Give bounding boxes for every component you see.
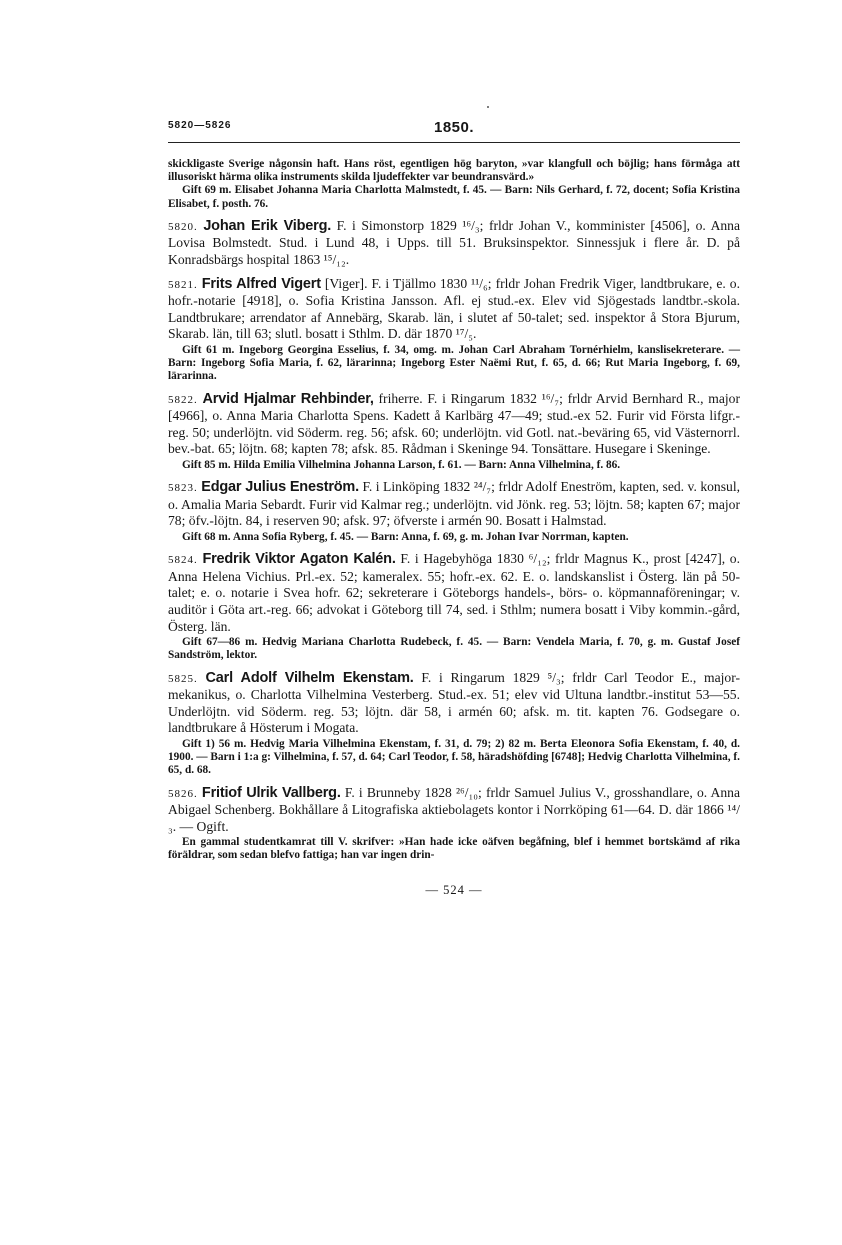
entry-gift: Gift 85 m. Hilda Emilia Vilhelmina Johanna Larson, f. 61. — Barn: Anna Vilhelmina, f. 86.: [182, 458, 621, 471]
entry-text: [Viger]. F. i Tjällmo 1830 ¹¹/₆; frldr Johan Fredrik Viger, landtbrukare, e. o. hofr.-notarie [4918], o. Sofia Kristina Jansson. Afl. ej stud.-ex. Elev vid Sjögestads landtbr.-skola. Landtbrukare; arrendator af Annebärg, Skarab. län, i slutet af 50-talet; sed. inspektor å Stora Bjurum, Skarab. län, till 63; slutl. bosatt i Sthlm. D. där 1870 ¹⁷/₅.: [168, 275, 740, 342]
intro-gift: Gift 69 m. Elisabet Johanna Maria Charlotta Malmstedt, f. 45. — Barn: Nils Gerhard, f. 72, docent; Sofia Kristina Elisabet, f. posth. 76.: [168, 184, 740, 210]
year-heading: 1850.: [434, 119, 475, 136]
entry-gift: Gift 61 m. Ingeborg Georgina Esselius, f. 34, omg. m. Johan Carl Abraham Tornérhielm, kanslisekreterare. — Barn: Ingeborg Sofia Maria, f. 62, lärarinna; Ingeborg Ester Naëmi Rut, f. 65, d. 66; Rut Maria Ingeborg, f. 69, lärarinna.: [168, 343, 740, 383]
entry-note: En gammal studentkamrat till V. skrifver: »Han hade icke oäfven begåfning, blef i hemmet bortskämd af rika föräldrar, som sedan blefvo fattiga; han var ingen drin-: [168, 836, 740, 862]
entry-text: F. i Hagebyhöga 1830 ⁶/₁₂; frldr Magnus K., prost [4247], o. Anna Helena Vichius. Prl.-ex. 52; kameralex. 55; hofr.-ex. 62. E. o. landskanslist i Österg. län på 50-talet; e. o. notarie i Svea hofr. 62; sekreterare i Göteborgs handels-, börs- o. köpmannaföreningar; v. auditör i Göta art.-reg. 66; advokat i Göteborg till 74, sed. i Sthlm; numera bosatt i Viby kommin.-gård, Österg. län.: [168, 551, 740, 634]
entry-text: F. i Ringarum 1829 ⁵/₃; frldr Carl Teodor E., major-mekanikus, o. Charlotta Vilhelmina Vesterberg. Stud.-ex. 51; elev vid Ultuna landtbr.-institut 53—55. Underlöjtn. vid Söderm. reg. 53; löjtn. där 58, i armén 60; afsk. m. tit. kapten 76. Godsegare o. landtbrukare å Hösterum i Mogata.: [168, 669, 740, 736]
entry-name: Johan Erik Viberg.: [203, 217, 332, 234]
entry-gift: Gift 67—86 m. Hedvig Mariana Charlotta Rudebeck, f. 45. — Barn: Vendela Maria, f. 70, g. m. Gustaf Josef Sandström, lektor.: [168, 636, 740, 662]
entry-number: 5823.: [168, 482, 198, 495]
entry-5821: [168, 276, 740, 384]
entry-5823: [168, 479, 740, 544]
entry-name: Fredrik Viktor Agaton Kalén.: [202, 551, 396, 568]
entry-5826: [168, 785, 740, 863]
entry-gift: Gift 68 m. Anna Sofia Ryberg, f. 45. — Barn: Anna, f. 69, g. m. Johan Ivar Norrman, kapten.: [182, 530, 629, 543]
entry-number: 5826.: [168, 787, 198, 800]
entry-text: F. i Simonstorp 1829 ¹⁶/₃; frldr Johan V., komminister [4506], o. Anna Lovisa Bolmstedt. Stud. i Lund 48, i Upps. till 51. Bruksinspektor. Sinnessjuk i flere år. D. på Konradsbärgs hospital 1863 ¹⁵/₁₂.: [168, 217, 741, 267]
entry-number: 5820.: [168, 220, 198, 233]
entry-number: 5824.: [168, 554, 198, 567]
page-number: — 524 —: [425, 882, 483, 897]
entry-name: Edgar Julius Eneström.: [201, 479, 359, 496]
entry-5822: [168, 391, 740, 473]
entry-number: 5822.: [168, 393, 198, 406]
entry-text: F. i Brunneby 1828 ²⁶/₁₀; frldr Samuel Julius V., grosshandlare, o. Anna Abigael Schenberg. Bokhållare å Litografiska aktiebolagets kontor i Norrköping 61—64. D. där 1866 ¹⁴/₃. — Ogift.: [168, 784, 740, 834]
entry-name: Frits Alfred Vigert: [201, 275, 321, 292]
entry-name: Arvid Hjalmar Rehbinder,: [202, 390, 374, 407]
entry-number: 5825.: [168, 672, 198, 685]
entry-gift: Gift 1) 56 m. Hedvig Maria Vilhelmina Ekenstam, f. 31, d. 79; 2) 82 m. Berta Eleonora Sofia Ekenstam, f. 40, d. 1900. — Barn i 1:a g: Vilhelmina, f. 57, d. 64; Carl Teodor, f. 58, häradshöfding [6748]; Hedvig Charlotta Vilhelmina, f. 65, d. 68.: [168, 737, 740, 777]
entry-range: 5820—5826: [168, 120, 232, 131]
entry-5820: [168, 218, 740, 269]
entry-text: friherre. F. i Ringarum 1832 ¹⁶/₇; frldr Arvid Bernhard R., major [4966], o. Anna Maria Charlotta Spens. Kadett å Karlbärg 47—49; stud.-ex 52. Furir vid Första lifgr.-reg. 50; underlöjtn. vid Söderm. reg. 56; afsk. 60; underlöjtn. vid Gotl. nat.-beväring 65, vid Västernorrl. bev.-bat. 65; löjtn. 68; kapten 78; afsk. 85. Rådman i Skeninge 94. Tonsättare. Husegare i Skeninge.: [168, 390, 740, 457]
stray-dot: [487, 106, 489, 108]
document-page: [168, 120, 740, 898]
entry-name: Carl Adolf Vilhelm Ekenstam.: [205, 669, 414, 686]
intro-text: skickligaste Sverige någonsin haft. Hans röst, egentligen hög baryton, »var klangfull och böjlig; hans förmåga att illusoriskt härma olika instruments skilda ljudeffekter var beundransvärd.»: [168, 158, 740, 184]
page-header: [168, 120, 740, 143]
entry-5825: [168, 670, 740, 778]
entry-text: F. i Linköping 1832 ²⁴/₇; frldr Adolf Eneström, kapten, sed. v. konsul, o. Amalia Maria Sebardt. Furir vid Kalmar reg.; underlöjtn. vid Jönk. reg. 53; löjtn. 58; kapten 67; major 78; öfv.-löjtn. 84, i reserven 90; afsk. 97; öfverste i armén 90. Bosatt i Halmstad.: [168, 479, 740, 529]
entry-number: 5821.: [168, 278, 198, 291]
entry-name: Fritiof Ulrik Vallberg.: [201, 784, 341, 801]
entry-5824: [168, 551, 740, 662]
